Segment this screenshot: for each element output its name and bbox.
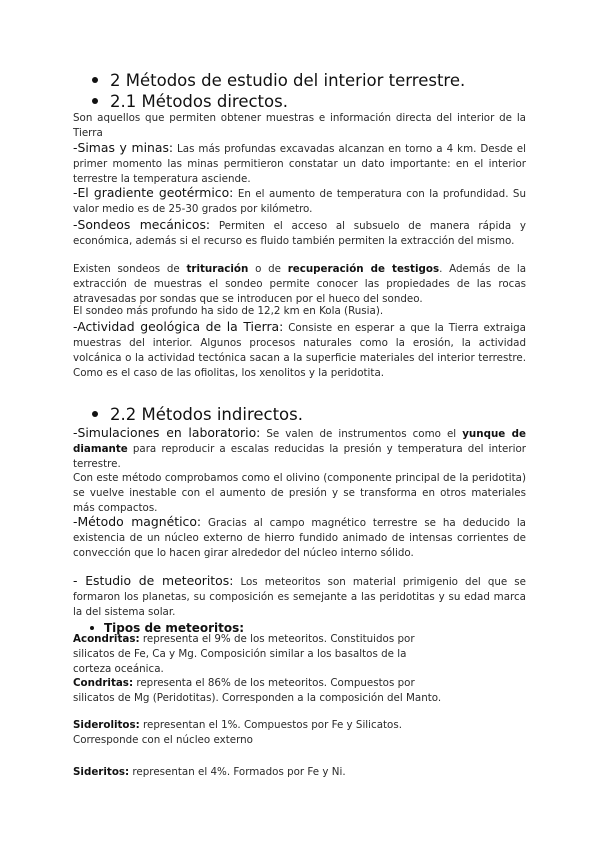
heading-tipos-meteoritos: Tipos de meteoritos: (90, 618, 244, 638)
olivino-paragraph: Con este método comprobamos como el olivino (componente principal de la peridotita) se vuelve inestable con el aumento de presión y se transforma en otros materiales más compactos. (73, 472, 526, 514)
sondeo-profundo-paragraph: El sondeo más profundo ha sido de 12,2 km en Kola (Rusia). (73, 305, 384, 317)
condritas-paragraph: Condritas: representa el 86% de los meteoritos. Compuestos por silicatos de Mg (Peridotitas). Corresponden a la composición del Manto. (73, 677, 442, 704)
sondeos-tipos-paragraph: Existen sondeos de trituración o de recuperación de testigos. Además de la extracción de muestras el sondeo permite conocer las propiedades de las rocas atravesadas por sondas que se introducen por el hueco del sondeo. (73, 263, 527, 305)
actividad-label: -Actividad geológica de la Tierra: (73, 319, 284, 334)
sideritos-paragraph: Sideritos: representan el 4%. Formados por Fe y Ni. (73, 766, 346, 778)
simulaciones-label: -Simulaciones en laboratorio: (73, 425, 261, 440)
intro-paragraph: Son aquellos que permiten obtener muestras e información directa del interior de la Tierra (73, 112, 526, 139)
bullet-icon (92, 411, 98, 417)
siderolitos-paragraph: Siderolitos: representan el 1%. Compuestos por Fe y Silicatos. Corresponde con el núcleo externo (73, 719, 402, 746)
heading-section-2-1: 2.1 Métodos directos. (92, 92, 288, 112)
heading-section-2: 2 Métodos de estudio del interior terrestre. (92, 71, 465, 91)
bullet-icon (90, 626, 94, 630)
acondritas-paragraph: Acondritas: representa el 9% de los meteoritos. Constituidos por silicatos de Fe, Ca y Mg. Composición similar a los basaltos de la corteza oceánica. (73, 633, 415, 675)
magnetico-label: -Método magnético: (73, 514, 202, 529)
gradiente-paragraph: -El gradiente geotérmico: En el aumento de temperatura con la profundidad. Su valor medio es de 25-30 grados por kilómetro. (73, 185, 526, 215)
simulaciones-paragraph: -Simulaciones en laboratorio: Se valen de instrumentos como el yunque de diamante para reproducir a escalas reducidas la presión y temperatura del interior terrestre. (73, 425, 526, 470)
magnetico-paragraph: -Método magnético: Gracias al campo magnético terrestre se ha deducido la existencia de un núcleo externo de hierro fundido animado de intensas corrientes de convección que lo hacen girar alrededor del núcleo interno sólido. (73, 514, 526, 559)
bullet-icon (92, 77, 98, 83)
actividad-paragraph: -Actividad geológica de la Tierra: Consiste en esperar a que la Tierra extraiga muestras del interior. Algunos procesos naturales como la erosión, la actividad volcánica o la actividad tectónica sacan a la superficie materiales del interior terrestre. Como es el caso de las ofiolitas, los xenolitos y la peridotita. (73, 319, 526, 379)
bullet-icon (92, 98, 98, 104)
simas-paragraph: -Simas y minas: Las más profundas excavadas alcanzan en torno a 4 km. Desde el primer momento las minas permitieron constatar un dato importante: en el interior terrestre la temperatura asciende. (73, 140, 526, 185)
sondeos-paragraph: -Sondeos mecánicos: Permiten el acceso al subsuelo de manera rápida y económica, además si el recurso es fluido también permiten la extracción del mismo. (73, 217, 526, 247)
meteoritos-paragraph: - Estudio de meteoritos: Los meteoritos son material primigenio del que se formaron los planetas, su composición es semejante a las peridotitas y su edad marca la del sistema solar. (73, 573, 526, 618)
sondeos-label: -Sondeos mecánicos: (73, 217, 211, 232)
meteoritos-label: - Estudio de meteoritos: (73, 573, 234, 588)
simas-label: -Simas y minas: (73, 140, 174, 155)
gradiente-label: -El gradiente geotérmico: (73, 185, 234, 200)
heading-section-2-2: 2.2 Métodos indirectos. (92, 405, 303, 425)
